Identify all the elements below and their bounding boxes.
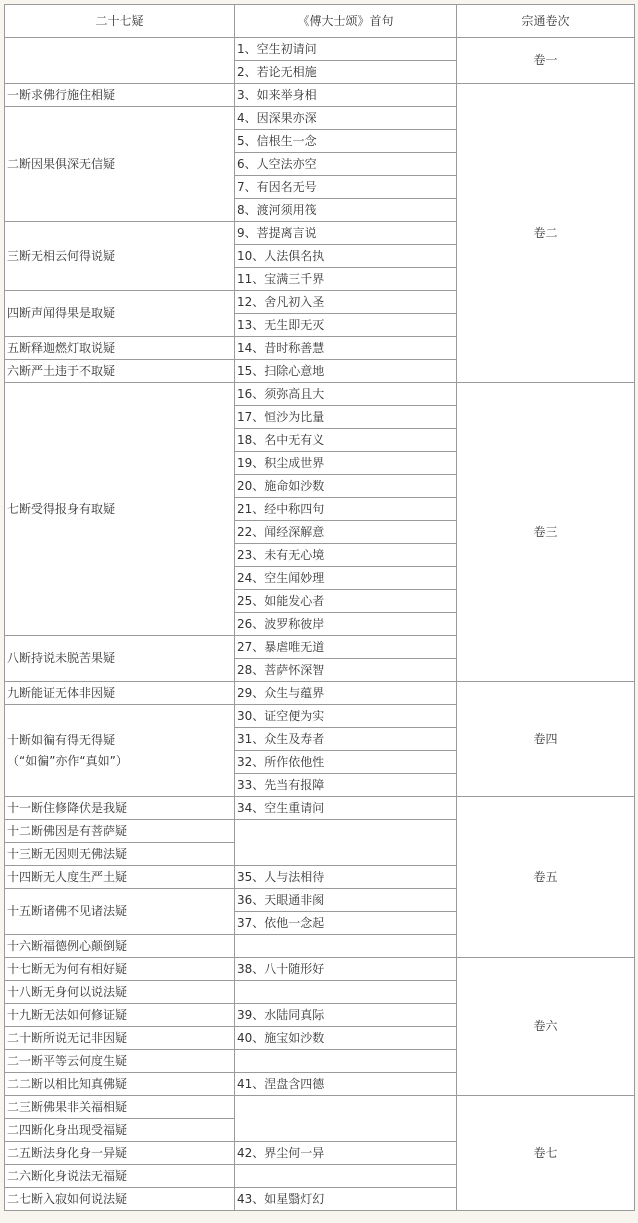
table-row xyxy=(5,1096,635,1119)
header-doubt: 二十七疑 xyxy=(5,5,235,38)
volume-cell: 卷七 xyxy=(457,1096,635,1211)
verse-cell: 17、恒沙为比量 xyxy=(235,406,457,429)
verse-cell: 38、八十随形好 xyxy=(235,958,457,981)
verse-cell: 43、如星翳灯幻 xyxy=(235,1188,457,1211)
verse-cell: 36、天眼通非阂 xyxy=(235,889,457,912)
verse-cell: 23、未有无心境 xyxy=(235,544,457,567)
verse-cell: 29、众生与蕴界 xyxy=(235,682,457,705)
doubt-cell: 二六断化身说法无福疑 xyxy=(5,1165,235,1188)
doubt-cell: 二七断入寂如何说法疑 xyxy=(5,1188,235,1211)
doubt-cell: 二五断法身化身一异疑 xyxy=(5,1142,235,1165)
verse-cell: 3、如来举身相 xyxy=(235,84,457,107)
verse-cell: 42、界尘何一异 xyxy=(235,1142,457,1165)
volume-cell: 卷五 xyxy=(457,797,635,958)
verse-cell: 10、人法俱名执 xyxy=(235,245,457,268)
doubt-cell: 五断释迦燃灯取说疑 xyxy=(5,337,235,360)
table-row xyxy=(5,797,635,820)
doubt-cell: 九断能证无体非因疑 xyxy=(5,682,235,705)
doubt-cell: 三断无相云何得说疑 xyxy=(5,222,235,291)
verse-cell: 8、渡河须用筏 xyxy=(235,199,457,222)
doubt-cell: 二四断化身出现受福疑 xyxy=(5,1119,235,1142)
table-row xyxy=(5,383,635,406)
doubt-cell: 六断严土违于不取疑 xyxy=(5,360,235,383)
table-row xyxy=(5,38,635,61)
table-header-row xyxy=(5,5,635,38)
table-row xyxy=(5,682,635,705)
volume-cell: 卷四 xyxy=(457,682,635,797)
verse-cell: 7、有因名无号 xyxy=(235,176,457,199)
doubt-cell: 十四断无人度生严土疑 xyxy=(5,866,235,889)
verse-cell: 32、所作依他性 xyxy=(235,751,457,774)
verse-cell: 28、菩萨怀深智 xyxy=(235,659,457,682)
doubt-cell: 二一断平等云何度生疑 xyxy=(5,1050,235,1073)
verse-cell: 33、先当有报障 xyxy=(235,774,457,797)
verse-cell-empty xyxy=(235,981,457,1004)
verse-cell: 16、须弥高且大 xyxy=(235,383,457,406)
verse-cell: 39、水陆同真际 xyxy=(235,1004,457,1027)
volume-cell: 卷一 xyxy=(457,38,635,84)
doubt-cell: 十七断无为何有相好疑 xyxy=(5,958,235,981)
doubt-cell: 一断求佛行施住相疑 xyxy=(5,84,235,107)
verse-cell-empty xyxy=(235,820,457,866)
verse-cell: 35、人与法相待 xyxy=(235,866,457,889)
doubt-cell: 八断持说未脱苦果疑 xyxy=(5,636,235,682)
volume-cell: 卷三 xyxy=(457,383,635,682)
doubt-10-title: 十断如徧有得无得疑 xyxy=(7,732,116,747)
verse-cell: 15、扫除心意地 xyxy=(235,360,457,383)
verse-cell: 31、众生及寿者 xyxy=(235,728,457,751)
verse-cell-empty xyxy=(235,1165,457,1188)
table-row xyxy=(5,84,635,107)
table-row xyxy=(5,958,635,981)
doubt-cell: 四断声闻得果是取疑 xyxy=(5,291,235,337)
verse-cell: 2、若论无相施 xyxy=(235,61,457,84)
verse-cell: 37、依他一念起 xyxy=(235,912,457,935)
doubt-cell: 十五断诸佛不见诸法疑 xyxy=(5,889,235,935)
doubt-cell: 十六断福德例心颠倒疑 xyxy=(5,935,235,958)
doubt-cell: 七断受得报身有取疑 xyxy=(5,383,235,636)
verse-cell: 26、波罗称彼岸 xyxy=(235,613,457,636)
header-verse: 《傅大士颂》首句 xyxy=(235,5,457,38)
verse-cell: 19、积尘成世界 xyxy=(235,452,457,475)
verse-cell: 1、空生初请问 xyxy=(235,38,457,61)
verse-cell: 27、暴虐唯无道 xyxy=(235,636,457,659)
doubt-cell: 十三断无因则无佛法疑 xyxy=(5,843,235,866)
doubt-cell: 二二断以相比知真佛疑 xyxy=(5,1073,235,1096)
verse-cell-empty xyxy=(235,1050,457,1073)
verse-cell: 34、空生重请问 xyxy=(235,797,457,820)
verse-cell: 40、施宝如沙数 xyxy=(235,1027,457,1050)
verse-cell: 25、如能发心者 xyxy=(235,590,457,613)
verse-cell-empty xyxy=(235,1096,457,1142)
verse-cell: 18、名中无有义 xyxy=(235,429,457,452)
doubt-10-note: （“如徧”亦作“真如”） xyxy=(7,753,128,768)
doubt-cell: 二十断所说无记非因疑 xyxy=(5,1027,235,1050)
doubt-cell: 十一断住修降伏是我疑 xyxy=(5,797,235,820)
verse-cell: 41、涅盘含四德 xyxy=(235,1073,457,1096)
doubt-cell: 二三断佛果非关福相疑 xyxy=(5,1096,235,1119)
header-volume: 宗通卷次 xyxy=(457,5,635,38)
verse-cell: 9、菩提离言说 xyxy=(235,222,457,245)
verse-cell: 20、施命如沙数 xyxy=(235,475,457,498)
verse-cell: 13、无生即无灭 xyxy=(235,314,457,337)
verse-cell: 30、证空便为实 xyxy=(235,705,457,728)
verse-cell: 24、空生闻妙理 xyxy=(235,567,457,590)
volume-cell: 卷六 xyxy=(457,958,635,1096)
volume-cell: 卷二 xyxy=(457,84,635,383)
verse-cell: 22、闻经深解意 xyxy=(235,521,457,544)
doubts-table xyxy=(4,4,635,1211)
doubt-cell: 二断因果俱深无信疑 xyxy=(5,107,235,222)
verse-cell: 5、信根生一念 xyxy=(235,130,457,153)
verse-cell: 6、人空法亦空 xyxy=(235,153,457,176)
verse-cell: 21、经中称四句 xyxy=(235,498,457,521)
verse-cell: 12、舍凡初入圣 xyxy=(235,291,457,314)
doubt-cell: 十九断无法如何修证疑 xyxy=(5,1004,235,1027)
verse-cell: 4、因深果亦深 xyxy=(235,107,457,130)
doubt-cell-10 xyxy=(5,705,235,797)
verse-cell: 14、昔时称善慧 xyxy=(235,337,457,360)
doubt-cell-empty xyxy=(5,38,235,84)
verse-cell-empty xyxy=(235,935,457,958)
verse-cell: 11、宝满三千界 xyxy=(235,268,457,291)
doubt-cell: 十二断佛因是有菩萨疑 xyxy=(5,820,235,843)
doubt-cell: 十八断无身何以说法疑 xyxy=(5,981,235,1004)
